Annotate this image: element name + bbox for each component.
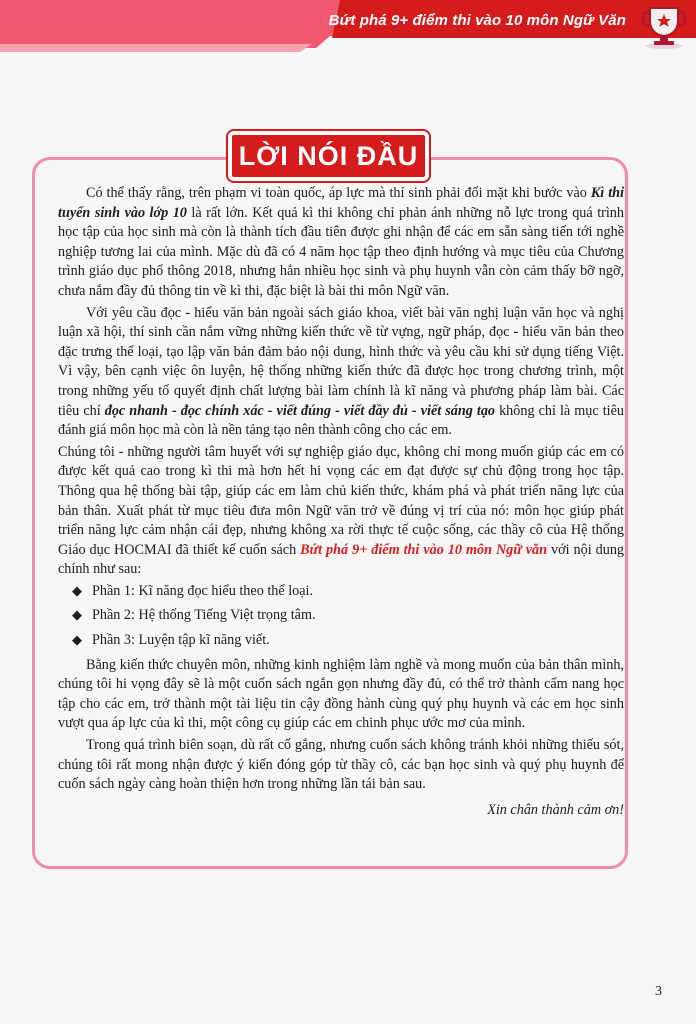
list-item: ◆ Phần 2: Hệ thống Tiếng Việt trọng tâm. (72, 607, 316, 624)
heading-box (228, 131, 429, 181)
signoff: Xin chân thành cảm ơn! (487, 801, 624, 818)
book-name: Bứt phá 9+ điểm thi vào 10 môn Ngữ văn (300, 541, 548, 558)
diamond-bullet-icon: ◆ (72, 632, 82, 648)
preface-body (58, 184, 624, 820)
page-title: LỜI NÓI ĐẦU (238, 140, 419, 171)
exam-name: Kì thi tuyển sinh vào lớp 10 (58, 185, 624, 221)
contents-list (72, 582, 624, 651)
paragraph-1: Có thể thấy rằng, trên phạm vi toàn quốc, áp lực mà thí sinh phải đối mặt khi bước vào Kì thi tuyển sinh vào lớp 10 là rất lớn. Kết quả kì thi không chỉ phản ánh những nỗ lực trong quá trình học tập của học sinh mà còn là thành tích đầu tiên được ghi nhận để các em sẵn sàng tiến tới nghề nghiệp tương lai của mình. Mặc dù đã có 4 năm học tập theo định hướng và mục tiêu của Chương trình giáo dục phổ thông 2018, nhưng hẳn nhiều học sinh và phụ huynh vẫn còn cảm thấy bỡ ngỡ, chưa nắm đầy đủ thông tin về kì thi, đặc biệt là bài thi môn Ngữ văn. (58, 185, 624, 299)
page-number: 3 (655, 984, 662, 999)
paragraph-5: Trong quá trình biên soạn, dù rất cố gắng, nhưng cuốn sách không tránh khỏi những thiếu sót, chúng tôi rất mong nhận được ý kiến đóng góp từ thầy cô, các bạn học sinh và quý phụ huynh để cuốn sách ngày càng hoàn thiện hơn trong những lần tái bản sau. (58, 737, 624, 793)
trophy-icon (638, 2, 690, 50)
diamond-bullet-icon: ◆ (72, 607, 82, 623)
criteria-text: đọc nhanh - đọc chính xác - viết đúng - viết đầy đủ - viết sáng tạo (104, 402, 496, 419)
book-title: Bứt phá 9+ điểm thi vào 10 môn Ngữ Văn (328, 12, 626, 29)
diamond-bullet-icon: ◆ (72, 582, 82, 598)
paragraph-3: Chúng tôi - những người tâm huyết với sự nghiệp giáo dục, không chỉ mong muốn giúp các em có được kết quả cao trong kì thi mà hơn hết hi vọng các em đạt được sự chủ động trong học tập. Thông qua hệ thống bài tập, giúp các em làm chủ kiến thức, khám phá và phát triển năng lực của bản thân. Xuất phát từ mục tiêu đưa môn Ngữ văn trở về đúng vị trí của nó: môn học giúp phát triển năng lực cảm nhận cái đẹp, nhưng không xa rời thực tế cuộc sống, các thầy cô của Hệ thống Giáo dục HOCMAI đã thiết kế cuốn sách Bứt phá 9+ điểm thi vào 10 môn Ngữ văn với nội dung chính như sau: (58, 443, 625, 578)
paragraph-2: Với yêu cầu đọc - hiểu văn bản ngoài sách giáo khoa, viết bài văn nghị luận văn học và nghị luận xã hội, thí sinh cần nắm vững những kiến thức về từ vựng, ngữ pháp, đọc - hiểu văn bản theo đặc trưng thể loại, tạo lập văn bản đảm bảo nội dung, hình thức và yêu cầu khi sử dụng tiếng Việt. Vì vậy, bên cạnh việc ôn luyện, hệ thống những kiến thức đã được học trong chương trình, một trong những yếu tố quyết định chất lượng bài làm chính là kĩ năng và phương pháp làm bài. Các tiêu chí đọc nhanh - đọc chính xác - viết đúng - viết đầy đủ - viết sáng tạo không chỉ là mục tiêu đánh giá môn học mà còn là nền tảng tạo nên thành công cho các em. (58, 304, 624, 439)
paragraph-4: Bằng kiến thức chuyên môn, những kinh nghiệm làm nghề và mong muốn của bản thân mình, chúng tôi hi vọng đây sẽ là một cuốn sách ngắn gọn nhưng đầy đủ, có thể trở thành cẩm nang học tập cho các em, trở thành một tài liệu tin cậy đồng hành cùng quý phụ huynh và các em học sinh vượt qua áp lực của kì thi, một công cụ giúp các em chinh phục ước mơ của mình. (58, 656, 624, 732)
list-item: ◆ Phần 3: Luyện tập kĩ năng viết. (72, 632, 270, 649)
list-item: ◆ Phần 1: Kĩ năng đọc hiểu theo thể loại. (72, 582, 314, 599)
